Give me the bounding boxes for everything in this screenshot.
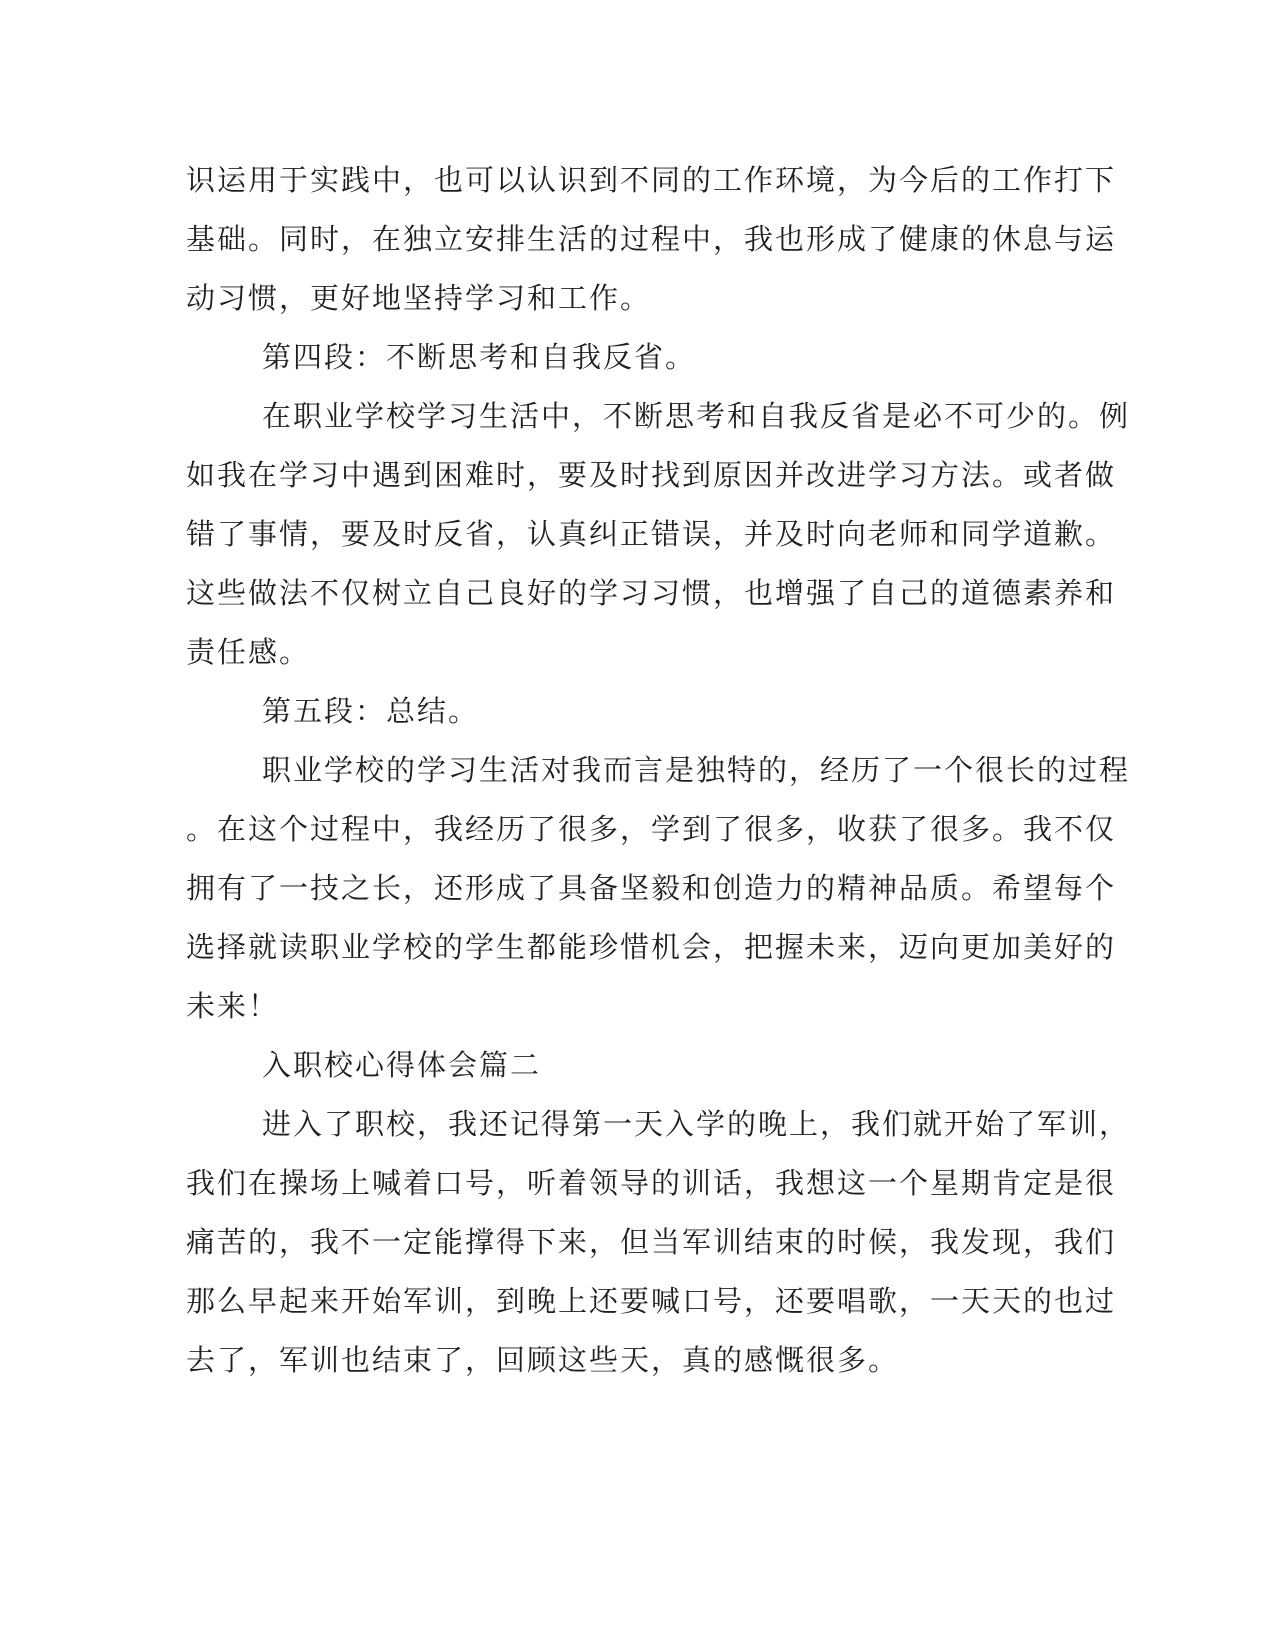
text-line: 这些做法不仅树立自己良好的学习习惯，也增强了自己的道德素养和 (186, 576, 1117, 610)
text-line: 未来！ (186, 989, 280, 1023)
text-line: 选择就读职业学校的学生都能珍惜机会，把握未来，迈向更加美好的 (186, 930, 1117, 964)
text-line: 如我在学习中遇到困难时，要及时找到原因并改进学习方法。或者做 (186, 458, 1117, 492)
text-line: 识运用于实践中，也可以认识到不同的工作环境，为今后的工作打下 (186, 163, 1117, 197)
text-line: 。在这个过程中，我经历了很多，学到了很多，收获了很多。我不仅 (186, 812, 1117, 846)
text-line: 动习惯，更好地坚持学习和工作。 (186, 281, 652, 315)
text-line: 我们在操场上喊着口号，听着领导的训话，我想这一个星期肯定是很 (186, 1166, 1117, 1200)
text-line: 基础。同时，在独立安排生活的过程中，我也形成了健康的休息与运 (186, 222, 1117, 256)
text-line: 责任感。 (186, 635, 311, 669)
text-line: 职业学校的学习生活对我而言是独特的，经历了一个很长的过程 (262, 753, 1131, 787)
text-line: 拥有了一技之长，还形成了具备坚毅和创造力的精神品质。希望每个 (186, 871, 1117, 905)
text-line: 进入了职校，我还记得第一天入学的晚上，我们就开始了军训， (262, 1107, 1131, 1141)
text-line: 去了，军训也结束了，回顾这些天，真的感慨很多。 (186, 1343, 900, 1377)
text-line: 那么早起来开始军训，到晚上还要喊口号，还要唱歌，一天天的也过 (186, 1284, 1117, 1318)
text-line: 错了事情，要及时反省，认真纠正错误，并及时向老师和同学道歉。 (186, 517, 1117, 551)
text-line: 在职业学校学习生活中，不断思考和自我反省是必不可少的。例 (262, 399, 1131, 433)
text-line: 痛苦的，我不一定能撑得下来，但当军训结束的时候，我发现，我们 (186, 1225, 1117, 1259)
article-title: 入职校心得体会篇二 (262, 1048, 542, 1082)
section-heading-4: 第四段：不断思考和自我反省。 (262, 340, 697, 374)
section-heading-5: 第五段：总结。 (262, 694, 480, 728)
